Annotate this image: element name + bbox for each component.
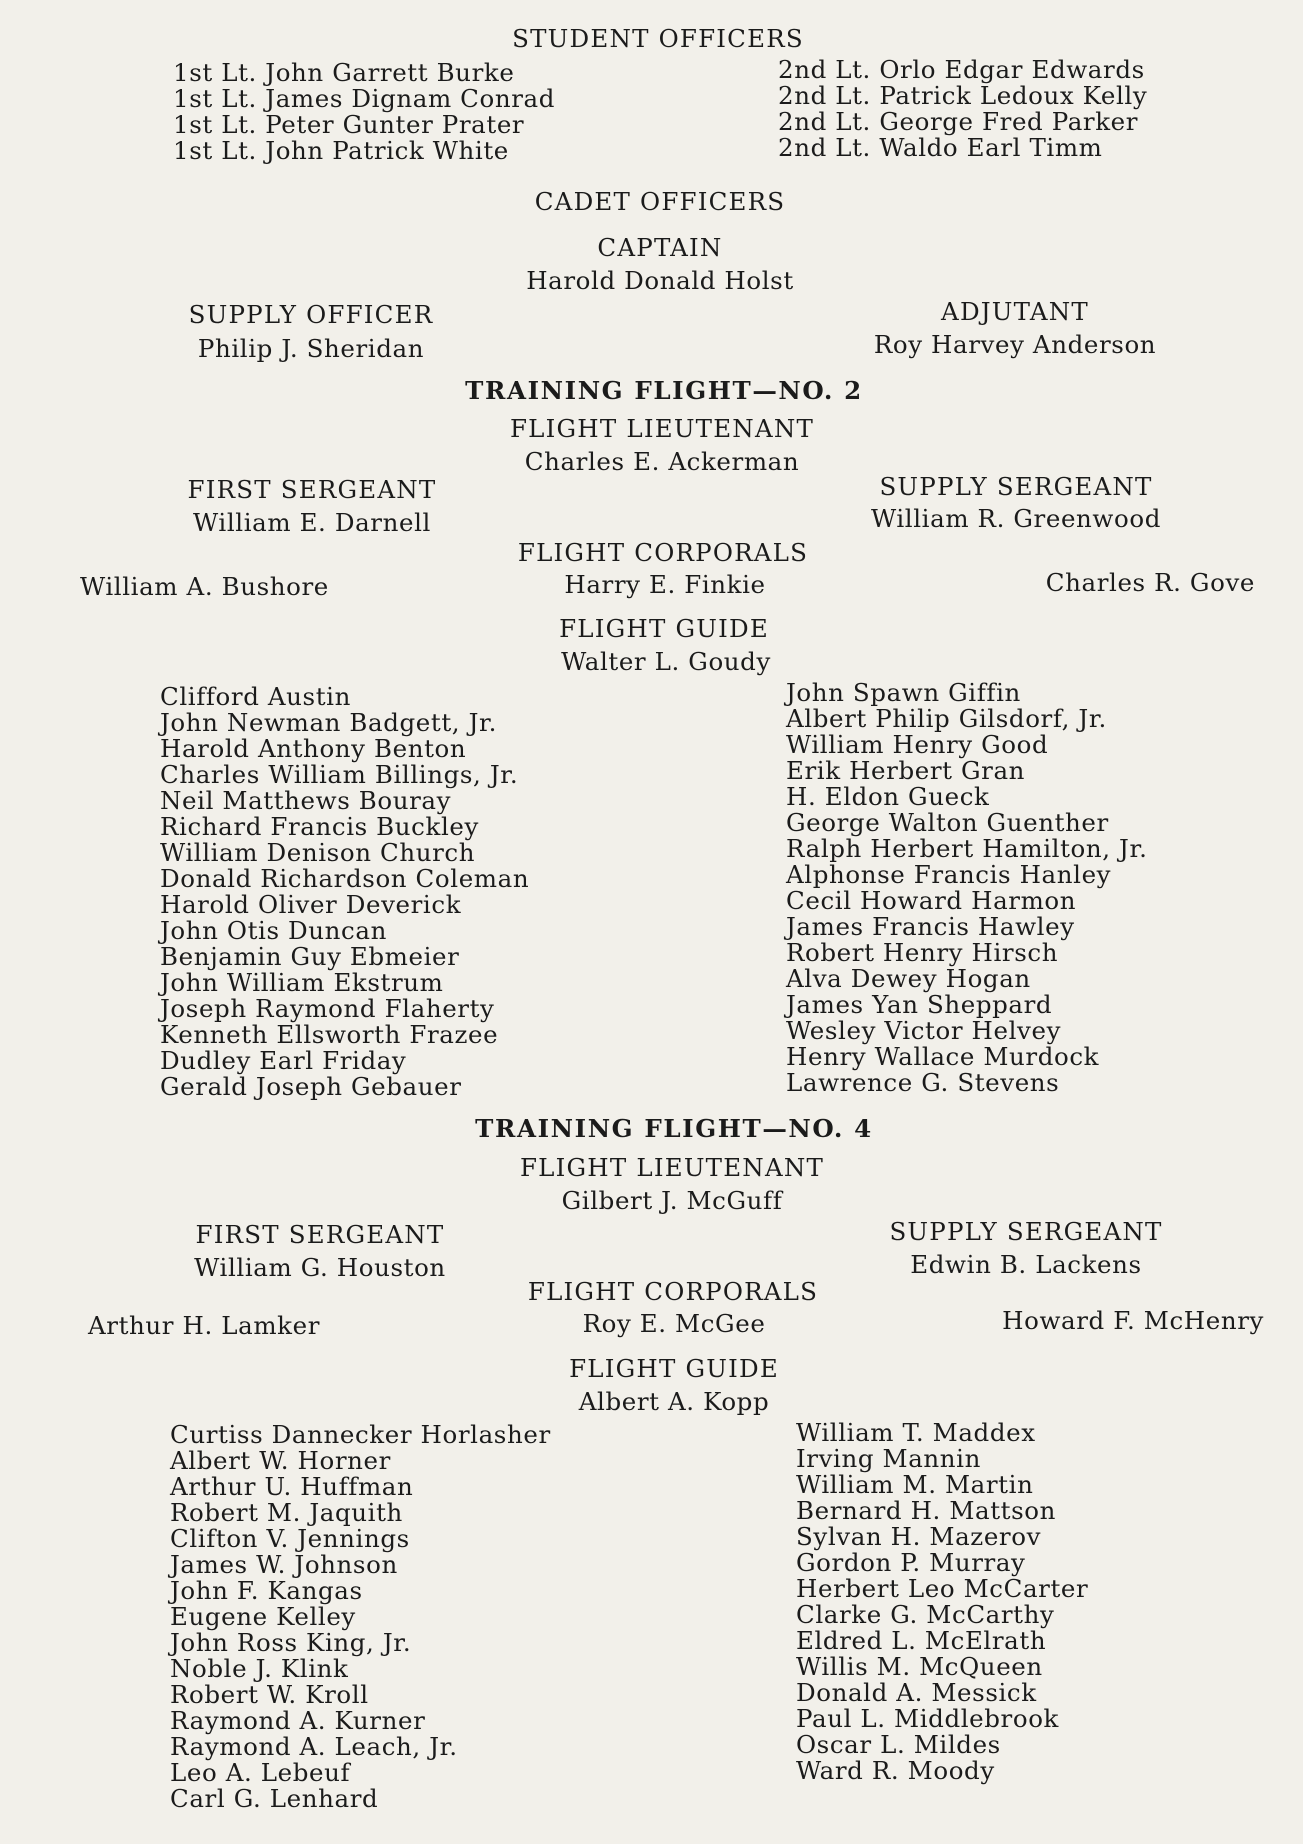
captain-name: Harold Donald Holst bbox=[526, 266, 794, 295]
list-item: 1st Lt. Peter Gunter Prater bbox=[173, 110, 525, 139]
flight2-heading: TRAINING FLIGHT—NO. 2 bbox=[465, 376, 863, 405]
supply-officer-title: SUPPLY OFFICER bbox=[188, 300, 434, 329]
list-item: Ralph Herbert Hamilton, Jr. bbox=[786, 834, 1148, 863]
list-item: 2nd Lt. Waldo Earl Timm bbox=[778, 133, 1103, 162]
list-item: James Yan Sheppard bbox=[786, 990, 1053, 1019]
list-item: James Francis Hawley bbox=[786, 912, 1075, 941]
flight2-first-sergeant-title: FIRST SERGEANT bbox=[187, 475, 437, 504]
student-officers-left-list bbox=[173, 60, 555, 164]
supply-officer-name: Philip J. Sheridan bbox=[197, 334, 425, 363]
list-item: 1st Lt. John Garrett Burke bbox=[173, 58, 515, 87]
adjutant-title: ADJUTANT bbox=[941, 297, 1089, 326]
flight2-corporal-name: Harry E. Finkie bbox=[564, 570, 766, 599]
flight4-left-roster bbox=[170, 1422, 551, 1812]
flight4-first-sergeant-name: William G. Houston bbox=[194, 1253, 446, 1282]
list-item: 1st Lt. John Patrick White bbox=[173, 136, 509, 165]
list-item: Leo A. Lebeuf bbox=[170, 1758, 351, 1787]
flight2-guide-title: FLIGHT GUIDE bbox=[559, 614, 769, 643]
flight4-heading: TRAINING FLIGHT—NO. 4 bbox=[475, 1114, 873, 1143]
list-item: H. Eldon Gueck bbox=[786, 782, 990, 811]
flight2-left-roster bbox=[160, 684, 529, 1100]
list-item: Sylvan H. Mazerov bbox=[796, 1522, 1042, 1551]
list-item: Donald A. Messick bbox=[796, 1678, 1037, 1707]
list-item: Alphonse Francis Hanley bbox=[786, 860, 1112, 889]
captain-title: CAPTAIN bbox=[597, 233, 723, 262]
list-item: Neil Matthews Bouray bbox=[160, 786, 452, 815]
list-item: Clifford Austin bbox=[160, 682, 351, 711]
list-item: William Henry Good bbox=[786, 730, 1049, 759]
list-item: Donald Richardson Coleman bbox=[160, 864, 530, 893]
list-item: Willis M. McQueen bbox=[796, 1652, 1043, 1681]
flight2-guide-name: Walter L. Goudy bbox=[561, 647, 771, 676]
flight2-supply-sergeant-name: William R. Greenwood bbox=[871, 504, 1161, 533]
list-item: 2nd Lt. Orlo Edgar Edwards bbox=[778, 55, 1145, 84]
flight2-right-roster bbox=[786, 680, 1147, 1096]
flight4-first-sergeant-title: FIRST SERGEANT bbox=[195, 1220, 445, 1249]
list-item: Eugene Kelley bbox=[170, 1602, 356, 1631]
list-item: Paul L. Middlebrook bbox=[796, 1704, 1060, 1733]
list-item: Albert Philip Gilsdorf, Jr. bbox=[786, 704, 1107, 733]
list-item: 1st Lt. James Dignam Conrad bbox=[173, 84, 556, 113]
list-item: Clarke G. McCarthy bbox=[796, 1600, 1055, 1629]
student-officers-heading: STUDENT OFFICERS bbox=[512, 24, 804, 53]
list-item: Robert M. Jaquith bbox=[170, 1498, 403, 1527]
list-item: John Spawn Giffin bbox=[786, 678, 1021, 707]
flight4-right-roster bbox=[796, 1420, 1088, 1784]
list-item: John Ross King, Jr. bbox=[170, 1628, 412, 1657]
list-item: Eldred L. McElrath bbox=[796, 1626, 1047, 1655]
list-item: John Newman Badgett, Jr. bbox=[160, 708, 498, 737]
flight4-corporal-name: Roy E. McGee bbox=[582, 1309, 766, 1338]
list-item: Harold Anthony Benton bbox=[160, 734, 467, 763]
list-item: Henry Wallace Murdock bbox=[786, 1042, 1100, 1071]
student-officers-right-list bbox=[778, 57, 1147, 161]
list-item: 2nd Lt. George Fred Parker bbox=[778, 107, 1139, 136]
list-item: Irving Mannin bbox=[796, 1444, 981, 1473]
list-item: Charles William Billings, Jr. bbox=[160, 760, 519, 789]
list-item: George Walton Guenther bbox=[786, 808, 1109, 837]
list-item: Kenneth Ellsworth Frazee bbox=[160, 1020, 499, 1049]
list-item: Raymond A. Kurner bbox=[170, 1706, 426, 1735]
flight2-lieutenant-name: Charles E. Ackerman bbox=[524, 447, 800, 476]
flight2-supply-sergeant-title: SUPPLY SERGEANT bbox=[879, 472, 1153, 501]
flight4-corporals-title: FLIGHT CORPORALS bbox=[527, 1277, 819, 1306]
flight2-lieutenant-title: FLIGHT LIEUTENANT bbox=[509, 414, 815, 443]
list-item: Curtiss Dannecker Horlasher bbox=[170, 1420, 551, 1449]
flight4-lieutenant-title: FLIGHT LIEUTENANT bbox=[519, 1153, 825, 1182]
list-item: John Otis Duncan bbox=[160, 916, 387, 945]
list-item: Alva Dewey Hogan bbox=[786, 964, 1031, 993]
flight2-first-sergeant-name: William E. Darnell bbox=[193, 508, 431, 537]
flight4-guide-name: Albert A. Kopp bbox=[578, 1387, 770, 1416]
adjutant-name: Roy Harvey Anderson bbox=[873, 330, 1157, 359]
list-item: James W. Johnson bbox=[170, 1550, 398, 1579]
list-item: Harold Oliver Deverick bbox=[160, 890, 462, 919]
list-item: Clifton V. Jennings bbox=[170, 1524, 410, 1553]
list-item: Carl G. Lenhard bbox=[170, 1784, 379, 1813]
list-item: Oscar L. Mildes bbox=[796, 1730, 1001, 1759]
flight4-supply-sergeant-title: SUPPLY SERGEANT bbox=[889, 1217, 1163, 1246]
flight2-corporals-title: FLIGHT CORPORALS bbox=[517, 538, 809, 567]
list-item: Lawrence G. Stevens bbox=[786, 1068, 1060, 1097]
list-item: Erik Herbert Gran bbox=[786, 756, 1026, 785]
list-item: John William Ekstrum bbox=[160, 968, 444, 997]
list-item: Bernard H. Mattson bbox=[796, 1496, 1057, 1525]
flight4-lieutenant-name: Gilbert J. McGuff bbox=[561, 1186, 783, 1215]
list-item: Robert W. Kroll bbox=[170, 1680, 369, 1709]
list-item: Dudley Earl Friday bbox=[160, 1046, 407, 1075]
list-item: 2nd Lt. Patrick Ledoux Kelly bbox=[778, 81, 1148, 110]
list-item: Robert Henry Hirsch bbox=[786, 938, 1059, 967]
flight4-corporal-name: Arthur H. Lamker bbox=[88, 1311, 321, 1340]
flight2-corporal-name: Charles R. Gove bbox=[1045, 568, 1255, 597]
list-item: Richard Francis Buckley bbox=[160, 812, 479, 841]
list-item: William T. Maddex bbox=[796, 1418, 1036, 1447]
flight4-supply-sergeant-name: Edwin B. Lackens bbox=[910, 1250, 1142, 1279]
list-item: Herbert Leo McCarter bbox=[796, 1574, 1089, 1603]
list-item: William Denison Church bbox=[160, 838, 476, 867]
list-item: Gerald Joseph Gebauer bbox=[160, 1072, 462, 1101]
list-item: John F. Kangas bbox=[170, 1576, 363, 1605]
list-item: Cecil Howard Harmon bbox=[786, 886, 1077, 915]
list-item: Wesley Victor Helvey bbox=[786, 1016, 1062, 1045]
list-item: Albert W. Horner bbox=[170, 1446, 391, 1475]
list-item: Ward R. Moody bbox=[796, 1756, 995, 1785]
list-item: Noble J. Klink bbox=[170, 1654, 349, 1683]
flight4-guide-title: FLIGHT GUIDE bbox=[569, 1354, 779, 1383]
list-item: Benjamin Guy Ebmeier bbox=[160, 942, 460, 971]
list-item: Joseph Raymond Flaherty bbox=[160, 994, 495, 1023]
cadet-officers-heading: CADET OFFICERS bbox=[534, 187, 786, 216]
list-item: Arthur U. Huffman bbox=[170, 1472, 414, 1501]
list-item: Gordon P. Murray bbox=[796, 1548, 1026, 1577]
list-item: Raymond A. Leach, Jr. bbox=[170, 1732, 458, 1761]
flight2-corporal-name: William A. Bushore bbox=[80, 572, 329, 601]
flight4-corporal-name: Howard F. McHenry bbox=[1002, 1306, 1264, 1335]
list-item: William M. Martin bbox=[796, 1470, 1034, 1499]
